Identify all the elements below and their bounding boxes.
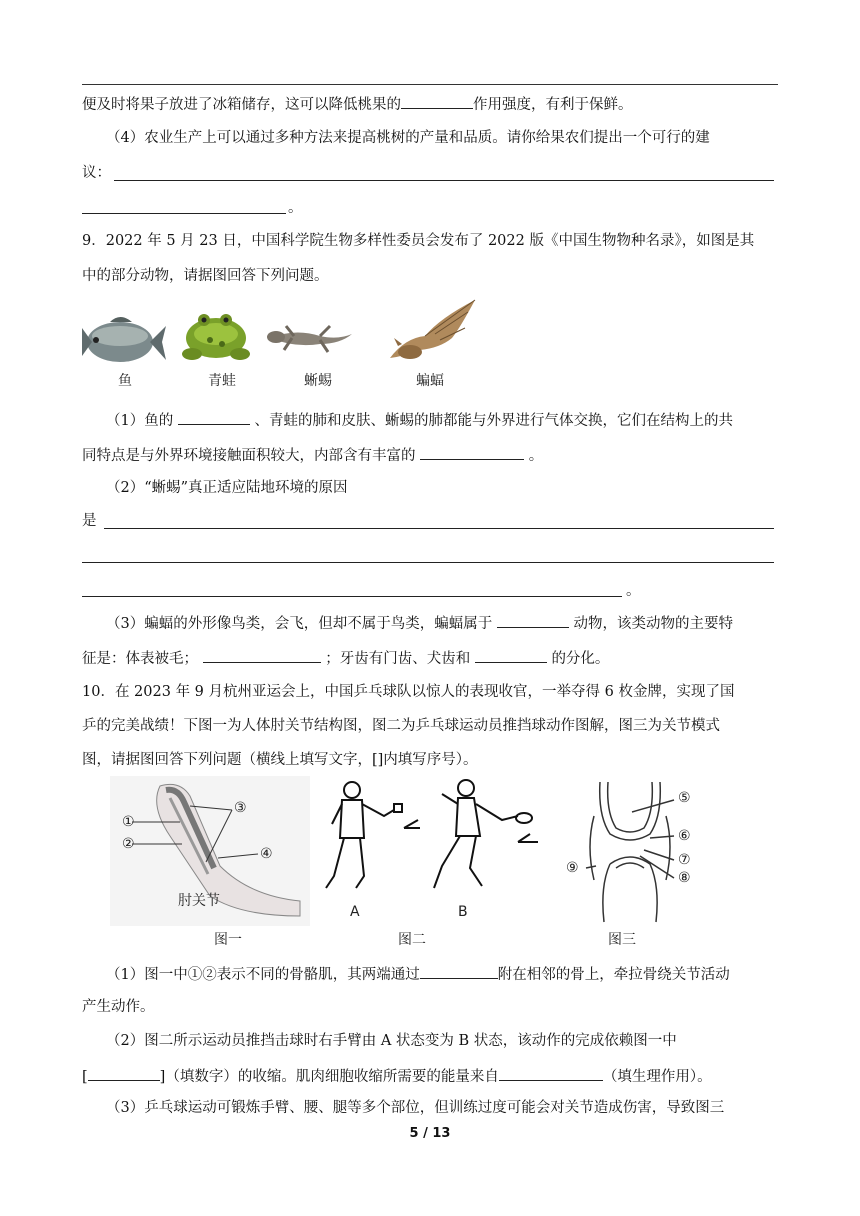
q8-p4-line1: （4）农业生产上可以通过多种方法来提高桃树的产量和品质。请你给果农们提出一个可行的建: [106, 130, 710, 146]
q8-line1: 便及时将果子放进了冰箱储存，这可以降低桃果的 作用强度，有利于保鲜。: [82, 93, 778, 115]
q9-intro-line2: 中的部分动物，请据图回答下列问题。: [82, 268, 329, 284]
lizard-image: [267, 326, 352, 352]
q10-p2-line1: （2）图二所示运动员推挡击球时右手臂由 A 状态变为 B 状态，该动作的完成依赖图一中: [106, 1033, 677, 1049]
answer-blank[interactable]: [401, 93, 473, 109]
figure-player-motion: [312, 776, 552, 926]
label-7: ⑦: [678, 852, 691, 868]
label-3: ③: [234, 800, 247, 816]
q9-p1-line1: （1）鱼的 、青蛙的肺和皮肤、蜥蜴的肺都能与外界进行气体交换，它们在结构上的共: [106, 409, 778, 431]
q10-intro-line3: 图，请据图回答下列问题（横线上填写文字，[]内填写序号）。: [82, 752, 478, 768]
answer-blank[interactable]: [499, 1065, 603, 1081]
bat-image: [390, 300, 475, 359]
q9-p3-line1: （3）蝙蝠的外形像鸟类，会飞，但却不属于鸟类，蝙蝠属于 动物，该类动物的主要特: [106, 612, 778, 634]
answer-blank[interactable]: [497, 612, 569, 628]
label-a: A: [350, 904, 360, 920]
period: 。: [626, 583, 641, 599]
elbow-label: 肘关节: [178, 893, 220, 909]
animal-label-lizard: 蜥蜴: [304, 373, 332, 389]
animal-label-bat: 蝙蝠: [416, 373, 444, 389]
caption-fig1: 图一: [214, 932, 242, 948]
figure-joint-model: [560, 776, 720, 926]
q9-p2-line1: （2）“蜥蜴”真正适应陆地环境的原因: [106, 480, 348, 496]
label-b: B: [458, 904, 468, 920]
q9-p1-line2: 同特点是与外界环境接触面积较大，内部含有丰富的 。: [82, 444, 778, 466]
answer-blank[interactable]: [104, 527, 774, 529]
answer-blank[interactable]: [475, 647, 547, 663]
caption-fig3: 图三: [608, 932, 636, 948]
answer-blank[interactable]: [203, 647, 321, 663]
q10-intro-line1: 10．在 2023 年 9 月杭州亚运会上，中国乒乓球队以惊人的表现收官，一举夺得 6 枚金牌，实现了国: [82, 684, 735, 700]
q8-p4-line2: 议：: [82, 165, 111, 181]
q10-p1-line2: 产生动作。: [82, 999, 155, 1015]
q9-intro-line1: 9．2022 年 5 月 23 日，中国科学院生物多样性委员会发布了 2022 版《中国生物物种名录》，如图是其: [82, 233, 755, 249]
page-number: 5 / 13: [409, 1126, 451, 1141]
answer-blank[interactable]: [420, 444, 524, 460]
caption-fig2: 图二: [398, 932, 426, 948]
answer-blank[interactable]: [88, 1065, 160, 1081]
label-5: ⑤: [678, 790, 691, 806]
q9-p2-line2: 是: [82, 513, 97, 529]
q10-p3-line1: （3）乒乓球运动可锻炼手臂、腰、腿等多个部位，但训练过度可能会对关节造成伤害，导致图三: [106, 1100, 725, 1116]
fish-image: [82, 317, 166, 362]
answer-blank[interactable]: [114, 179, 774, 181]
answer-blank[interactable]: [82, 561, 774, 563]
top-divider: [82, 84, 778, 85]
q9-p3-line2: 征是：体表被毛； ；牙齿有门齿、犬齿和 的分化。: [82, 647, 778, 669]
answer-blank[interactable]: [82, 212, 286, 214]
label-2: ②: [122, 836, 135, 852]
q10-intro-line2: 乒的完美战绩！下图一为人体肘关节结构图，图二为乒乓球运动员推挡球动作图解，图三为关节模式: [82, 718, 720, 734]
period: 。: [288, 200, 303, 216]
frog-image: [182, 314, 250, 360]
label-1: ①: [122, 814, 135, 830]
label-9: ⑨: [566, 860, 579, 876]
answer-blank[interactable]: [82, 595, 622, 597]
answer-blank[interactable]: [178, 409, 250, 425]
label-4: ④: [260, 846, 273, 862]
label-6: ⑥: [678, 828, 691, 844]
animal-label-frog: 青蛙: [208, 373, 236, 389]
q10-p2-line2: [ ]（填数字）的收缩。肌肉细胞收缩所需要的能量来自 （填生理作用）。: [82, 1065, 778, 1087]
q10-p1-line1: （1）图一中①②表示不同的骨骼肌，其两端通过 附在相邻的骨上，牵拉骨绕关节活动: [106, 963, 778, 985]
animal-label-fish: 鱼: [118, 373, 132, 389]
answer-blank[interactable]: [420, 963, 498, 979]
label-8: ⑧: [678, 870, 691, 886]
